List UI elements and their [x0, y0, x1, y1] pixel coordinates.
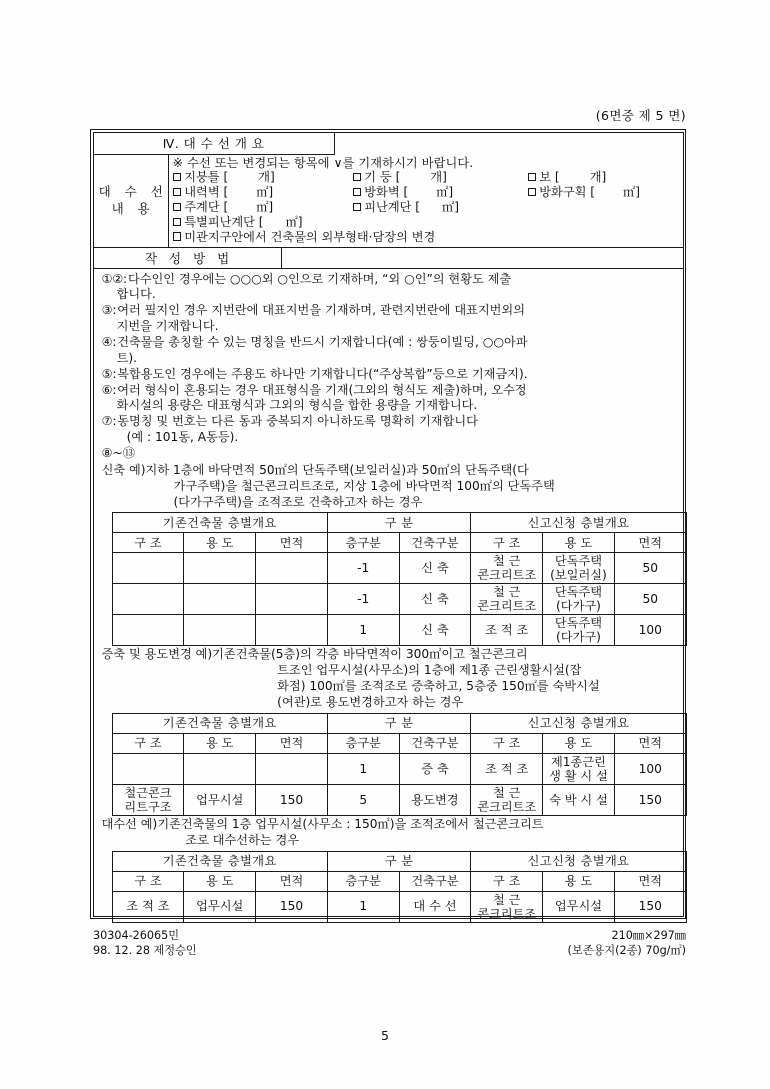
cell-line: (다가구) — [556, 630, 601, 645]
cell-new-use — [543, 615, 615, 646]
note-text: 동명칭 및 번호는 다른 동과 중복되지 아니하도록 명확히 기재합니다 — [117, 414, 478, 429]
note-number: ③: — [101, 303, 117, 318]
cell-existing-use: 업무시설 — [184, 784, 256, 815]
instruction-note — [102, 414, 677, 430]
instruction-note — [102, 303, 677, 319]
cell-floor: 1 — [327, 891, 399, 922]
checkbox-item-roof-truss[interactable] — [173, 170, 353, 185]
cell-new-use: 숙 박 시 설 — [543, 784, 615, 815]
cell-existing-area: 150 — [256, 784, 328, 815]
checkbox-item-main-stairs[interactable] — [173, 200, 353, 215]
preparation-method-blank-cell — [282, 248, 683, 268]
col-existing-area: 면적 — [256, 733, 328, 753]
example-heading-new-construction — [102, 463, 677, 511]
cell-existing-area — [256, 584, 328, 615]
cell-new-structure: 조 적 조 — [471, 753, 543, 784]
footer-left — [93, 928, 197, 958]
cell-work-type: 대 수 선 — [399, 891, 471, 922]
col-floor: 층구분 — [327, 733, 399, 753]
example-line-2: 가구주택)을 철근콘크리트조로, 지상 1층에 바닥면적 100㎡의 단독주택 — [173, 478, 555, 493]
group-header-new: 신고신청 층별개요 — [471, 713, 686, 733]
footer-right — [568, 928, 686, 958]
checkbox-unit: ㎡] — [256, 200, 274, 215]
table-row — [112, 615, 686, 646]
cell-existing-area — [256, 615, 328, 646]
table-sub-header-row — [112, 533, 686, 553]
table-sub-header-row — [112, 733, 686, 753]
example-label: 대수선 예) — [101, 816, 158, 831]
major-repair-label-line1: 대 수 선 — [98, 183, 168, 199]
checkbox-item-column[interactable] — [353, 170, 528, 185]
col-existing-structure: 구 조 — [112, 733, 184, 753]
checkbox-item-exterior-change[interactable] — [173, 230, 435, 245]
cell-existing-area — [256, 753, 328, 784]
footer-approval-date: 98. 12. 28 제정승인 — [93, 944, 197, 958]
cell-new-area: 150 — [614, 891, 686, 922]
note-text: 건축물을 총칭할 수 있는 명칭을 반드시 기재합니다(예 : 쌍둥이빌딩, ○○아파 — [117, 335, 528, 350]
table-row — [112, 584, 686, 615]
note-text: 복합용도인 경우에는 주용도 하나만 기재합니다(“주상복합”등으로 기재금지). — [117, 366, 528, 381]
col-new-area: 면적 — [614, 533, 686, 553]
cell-work-type: 신 축 — [399, 553, 471, 584]
footer-paper-size: 210㎜×297㎜ — [611, 929, 686, 942]
main-form-frame — [90, 129, 686, 919]
note-number: ⑥: — [101, 382, 117, 397]
checkbox-unit: ㎡] — [436, 185, 454, 200]
checkbox-label: 피난계단 [ — [364, 200, 421, 215]
checkbox-box-icon[interactable] — [173, 232, 182, 241]
major-repair-content-row — [94, 155, 683, 248]
group-header-division: 구 분 — [327, 851, 471, 871]
example-line-1: 지하 1층에 바닥면적 50㎡의 단독주택(보일러실)과 50㎡의 단독주택(다 — [145, 462, 529, 477]
checkbox-box-icon[interactable] — [173, 188, 182, 197]
cell-new-structure: 조 적 조 — [471, 615, 543, 646]
note-continuation: 합니다. — [116, 287, 156, 302]
cell-line: 리트구조 — [124, 799, 172, 814]
cell-line: 철 근 — [493, 554, 521, 569]
checkbox-row-2 — [173, 185, 688, 200]
instruction-note — [102, 335, 677, 351]
checkbox-notice: ※ 수선 또는 변경되는 항목에 ∨를 기재하시기 바랍니다. — [172, 155, 474, 170]
checkbox-label: 방화벽 [ — [364, 185, 409, 200]
cell-existing-structure — [112, 784, 184, 815]
note-continuation: 지번을 기재합니다. — [116, 319, 219, 334]
checkbox-item-escape-stairs[interactable] — [353, 200, 528, 215]
cell-line: 콘크리트조 — [477, 568, 537, 583]
cell-floor: -1 — [327, 553, 399, 584]
col-new-structure: 구 조 — [471, 533, 543, 553]
major-repair-label-cell — [94, 155, 169, 247]
instructions-body — [94, 269, 683, 921]
checkbox-label: 방화구획 [ — [539, 185, 596, 200]
note-continuation: 트). — [116, 350, 137, 365]
note-text: 여러 필지인 경우 지번란에 대표지번을 기재하며, 관련지번란에 대표지번외의 — [117, 303, 525, 318]
cell-work-type: 신 축 — [399, 615, 471, 646]
checkbox-item-fire-compartment[interactable] — [528, 185, 688, 200]
group-header-existing: 기존건축물 층별개요 — [112, 851, 327, 871]
floor-summary-table-new-construction — [112, 512, 687, 646]
checkbox-unit: ㎡] — [285, 215, 303, 230]
col-new-use: 용 도 — [543, 871, 615, 891]
col-work-type: 건축구분 — [399, 733, 471, 753]
table-row — [112, 784, 686, 815]
col-floor: 층구분 — [327, 533, 399, 553]
table-group-header-row — [112, 713, 686, 733]
checkbox-unit: 개] — [258, 170, 275, 185]
checkbox-box-icon[interactable] — [173, 218, 182, 227]
cell-new-structure — [471, 584, 543, 615]
table-row — [112, 891, 686, 922]
page-number: 5 — [381, 1028, 389, 1043]
col-existing-area: 면적 — [256, 533, 328, 553]
checkbox-label: 내력벽 [ — [184, 185, 229, 200]
example-text — [212, 647, 676, 710]
cell-line: 콘크리트조 — [477, 906, 537, 921]
example-line-1: 기존건축물(5층)의 각층 바닥면적이 300㎡이고 철근콘크리 — [212, 647, 528, 662]
table-body — [112, 553, 686, 646]
checkbox-label: 미관지구안에서 건축물의 외부형태·담장의 변경 — [184, 229, 436, 244]
checkbox-box-icon[interactable] — [528, 173, 537, 182]
footer-paper-spec: (보존용지(2종) 70g/㎡) — [567, 944, 686, 958]
example-heading-extension-usechange — [102, 647, 677, 710]
example-text — [157, 817, 676, 849]
checkbox-label: 기 둥 [ — [364, 170, 401, 185]
checkbox-label: 지붕틀 [ — [184, 170, 229, 185]
cell-new-area: 100 — [614, 615, 686, 646]
col-existing-use: 용 도 — [184, 733, 256, 753]
footer-form-code: 30304-26065민 — [93, 929, 180, 942]
cell-line: 단독주택 — [554, 585, 603, 600]
checkbox-box-icon[interactable] — [353, 173, 362, 182]
major-repair-label-line2: 내 용 — [111, 200, 155, 216]
table-group-header-row — [112, 851, 686, 871]
cell-existing-use — [184, 553, 256, 584]
note-range-label: ⑧~⑬ — [101, 446, 135, 461]
preparation-method-header: 작 성 방 법 — [94, 248, 282, 268]
checkbox-item-fire-wall[interactable] — [353, 185, 528, 200]
checkbox-unit: ㎡] — [256, 185, 274, 200]
checkbox-box-icon[interactable] — [528, 188, 537, 197]
group-header-new: 신고신청 층별개요 — [471, 851, 686, 871]
cell-existing-area: 150 — [256, 891, 328, 922]
cell-new-area: 150 — [614, 784, 686, 815]
cell-new-area: 50 — [614, 584, 686, 615]
main-form-inner-border — [93, 132, 684, 921]
cell-new-area: 100 — [614, 753, 686, 784]
example-line-3: 화점) 100㎡를 조적조로 증축하고, 5층중 150㎡를 숙박시설 — [277, 679, 600, 694]
group-header-division: 구 분 — [327, 713, 471, 733]
table-body — [112, 891, 686, 922]
table-body — [112, 753, 686, 815]
checkbox-unit: 개] — [430, 170, 447, 185]
instruction-note — [102, 367, 677, 383]
floor-summary-table-extension-usechange — [112, 713, 687, 816]
cell-floor: 1 — [327, 753, 399, 784]
checkbox-box-icon[interactable] — [353, 188, 362, 197]
floor-summary-table-major-repair — [112, 851, 687, 923]
example-text — [146, 463, 677, 511]
cell-line: 단독주택 — [554, 616, 603, 631]
checkbox-label: 주계단 [ — [184, 200, 229, 215]
col-new-area: 면적 — [614, 733, 686, 753]
checkbox-box-icon[interactable] — [353, 203, 362, 212]
col-existing-use: 용 도 — [184, 533, 256, 553]
col-existing-area: 면적 — [256, 871, 328, 891]
checkbox-unit: 개] — [589, 170, 607, 185]
checkbox-unit: ㎡] — [623, 185, 640, 200]
col-new-structure: 구 조 — [471, 871, 543, 891]
group-header-division: 구 분 — [327, 513, 471, 533]
checkbox-box-icon[interactable] — [173, 173, 182, 182]
cell-line: 단독주택 — [554, 554, 603, 569]
cell-existing-area — [256, 553, 328, 584]
cell-line: 콘크리트조 — [477, 599, 537, 614]
section-iv-title: Ⅳ. 대 수 선 개 요 — [94, 133, 335, 155]
col-new-use: 용 도 — [543, 533, 615, 553]
cell-work-type: 증 축 — [399, 753, 471, 784]
cell-line: 제1종근린 — [551, 754, 606, 769]
group-header-new: 신고신청 층별개요 — [471, 513, 686, 533]
col-new-structure: 구 조 — [471, 733, 543, 753]
note-number: ⑤: — [101, 366, 117, 381]
cell-work-type: 신 축 — [399, 584, 471, 615]
cell-new-area: 50 — [614, 553, 686, 584]
cell-line: 콘크리트조 — [477, 799, 537, 814]
checkbox-row-4 — [173, 215, 688, 230]
cell-line: 철 근 — [493, 585, 521, 600]
note-number: ④: — [101, 335, 117, 350]
instruction-note — [102, 383, 677, 399]
col-new-use: 용 도 — [543, 733, 615, 753]
cell-line: (보일러실) — [550, 568, 607, 583]
page-of-marker: (6면중 제 5 면) — [595, 108, 686, 123]
checkbox-label: 보 [ — [539, 170, 560, 185]
cell-line: 철근콘크 — [124, 785, 172, 800]
checkbox-row-1 — [173, 170, 688, 185]
cell-new-structure — [471, 784, 543, 815]
group-header-existing: 기존건축물 층별개요 — [112, 713, 327, 733]
col-work-type: 건축구분 — [399, 871, 471, 891]
cell-floor: 5 — [327, 784, 399, 815]
cell-floor: -1 — [327, 584, 399, 615]
table-sub-header-row — [112, 871, 686, 891]
cell-existing-structure — [112, 584, 184, 615]
example-line-1: 기존건축물의 1층 업무시설(사무소 : 150㎡)을 조적조에서 철근콘크리트 — [157, 816, 544, 831]
col-existing-structure: 구 조 — [112, 871, 184, 891]
checkbox-item-beam[interactable] — [528, 170, 688, 185]
cell-line: 철 근 — [493, 892, 521, 907]
cell-new-use: 업무시설 — [543, 891, 615, 922]
cell-existing-use: 업무시설 — [184, 891, 256, 922]
col-work-type: 건축구분 — [399, 533, 471, 553]
table-row — [112, 753, 686, 784]
col-existing-use: 용 도 — [184, 871, 256, 891]
example-label: 증축 및 용도변경 예) — [101, 647, 213, 662]
example-line-3: (다가구주택)을 조적조로 건축하고자 하는 경우 — [173, 494, 423, 509]
table-row — [112, 553, 686, 584]
note-text: 다수인인 경우에는 ○○○외 ○인으로 기재하며, “외 ○인”의 현황도 제출 — [127, 271, 512, 286]
note-number: ⑦: — [101, 414, 117, 429]
note-continuation: 화시설의 용량은 대표형식과 그외의 형식을 합한 용량을 기재합니다. — [116, 398, 478, 413]
col-new-area: 면적 — [614, 871, 686, 891]
cell-existing-structure — [112, 615, 184, 646]
checkbox-box-icon[interactable] — [173, 203, 182, 212]
cell-new-structure — [471, 891, 543, 922]
preparation-method-row — [94, 248, 683, 269]
example-label: 신축 예) — [101, 462, 146, 477]
group-header-existing: 기존건축물 층별개요 — [112, 513, 327, 533]
note-continuation: (예 : 101동, A동등). — [126, 430, 239, 445]
col-floor: 층구분 — [327, 871, 399, 891]
table-group-header-row — [112, 513, 686, 533]
cell-existing-use — [184, 584, 256, 615]
checkbox-label: 특별피난계단 [ — [184, 215, 264, 230]
cell-line: 철 근 — [493, 785, 521, 800]
example-heading-major-repair — [102, 817, 677, 849]
cell-existing-structure: 조 적 조 — [112, 891, 184, 922]
cell-new-structure — [471, 553, 543, 584]
cell-line: 생 활 시 설 — [549, 768, 608, 783]
cell-existing-structure — [112, 553, 184, 584]
cell-work-type: 용도변경 — [399, 784, 471, 815]
major-repair-checkbox-area — [169, 155, 688, 247]
example-line-4: (여관)로 용도변경하고자 하는 경우 — [277, 695, 464, 710]
cell-new-use — [543, 553, 615, 584]
example-line-2: 조로 대수선하는 경우 — [185, 832, 300, 847]
checkbox-item-bearing-wall[interactable] — [173, 185, 353, 200]
col-existing-structure: 구 조 — [112, 533, 184, 553]
checkbox-item-special-escape-stairs[interactable] — [173, 215, 303, 230]
cell-existing-use — [184, 615, 256, 646]
note-number: ①②: — [101, 271, 127, 286]
cell-new-use — [543, 584, 615, 615]
checkbox-unit: ㎡] — [442, 200, 459, 215]
cell-new-use — [543, 753, 615, 784]
checkbox-row-3 — [173, 200, 688, 215]
cell-floor: 1 — [327, 615, 399, 646]
cell-existing-structure — [112, 753, 184, 784]
cell-existing-use — [184, 753, 256, 784]
instruction-note — [102, 272, 677, 288]
note-text: 여러 형식이 혼용되는 경우 대표형식을 기재(그외의 형식도 제출)하며, 오수정 — [117, 382, 527, 397]
cell-line: (다가구) — [556, 599, 601, 614]
checkbox-row-5 — [173, 230, 688, 245]
example-line-2: 트조인 업무시설(사무소)의 1층에 제1종 근린생활시설(잡 — [277, 663, 582, 678]
